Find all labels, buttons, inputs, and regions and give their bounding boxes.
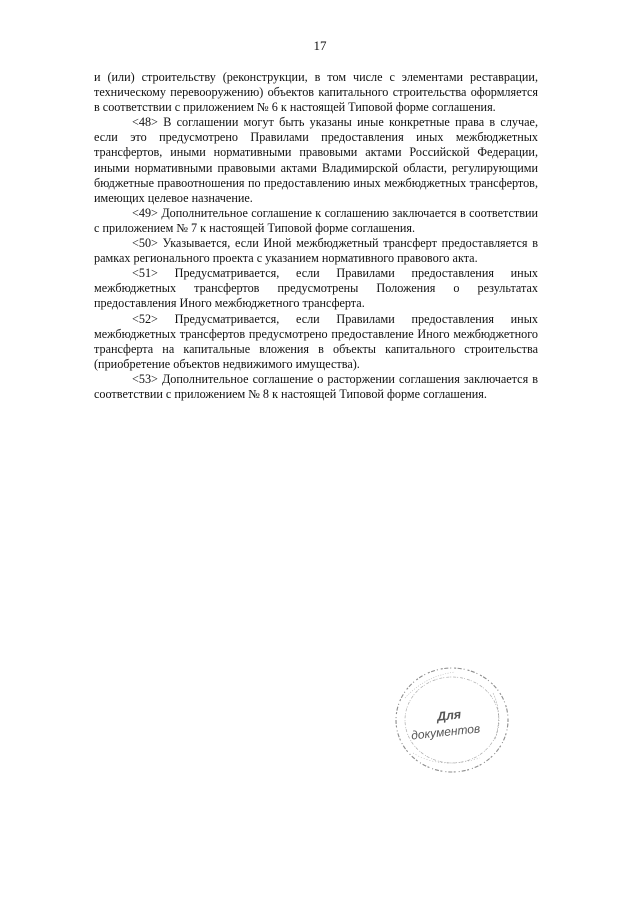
footnote-52: <52> Предусматривается, если Правилами предоставления иных межбюджетных трансфертов предусмотрено предоставление Иного межбюджетного трансферта на капитальные вложения в объекты капитального строительства (приобретение объектов недвижимого имущества). bbox=[94, 311, 538, 371]
footnote-50: <50> Указывается, если Иной межбюджетный трансферт предоставляется в рамках регионального проекта с указанием нормативного правового акта. bbox=[94, 236, 538, 266]
page-number: 17 bbox=[313, 38, 327, 53]
document-body bbox=[94, 70, 538, 402]
footnote-49: <49> Дополнительное соглашение к соглашению заключается в соответствии с приложением № 7 к настоящей Типовой форме соглашения. bbox=[94, 205, 538, 235]
footnote-48: <48> В соглашении могут быть указаны иные конкретные права в случае, если это предусмотрено Правилами предоставления иных межбюджетных трансфертов, иными нормативными правовыми актами Российской Федерации, иными нормативными правовыми актами Владимирской области, регулирующими бюджетные правоотношения по предоставлению иных межбюджетных трансфертов, имеющих целевое назначение. bbox=[94, 115, 538, 205]
official-stamp bbox=[385, 658, 515, 778]
footnote-53: <53> Дополнительное соглашение о расторжении соглашения заключается в соответствии с приложением № 8 к настоящей Типовой форме соглашения. bbox=[94, 371, 538, 401]
stamp-text-line2: документов bbox=[410, 721, 481, 743]
paragraph-continuation: и (или) строительству (реконструкции, в том числе с элементами реставрации, техническому перевооружению) объектов капитального строительства оформляется в соответствии с приложением № 6 к настоящей Типовой форме соглашения. bbox=[94, 70, 538, 115]
footnote-51: <51> Предусматривается, если Правилами предоставления иных межбюджетных трансфертов предусмотрены Положения о результатах предоставления Иного межбюджетного трансферта. bbox=[94, 266, 538, 311]
stamp-text-line1: Для bbox=[436, 707, 462, 724]
